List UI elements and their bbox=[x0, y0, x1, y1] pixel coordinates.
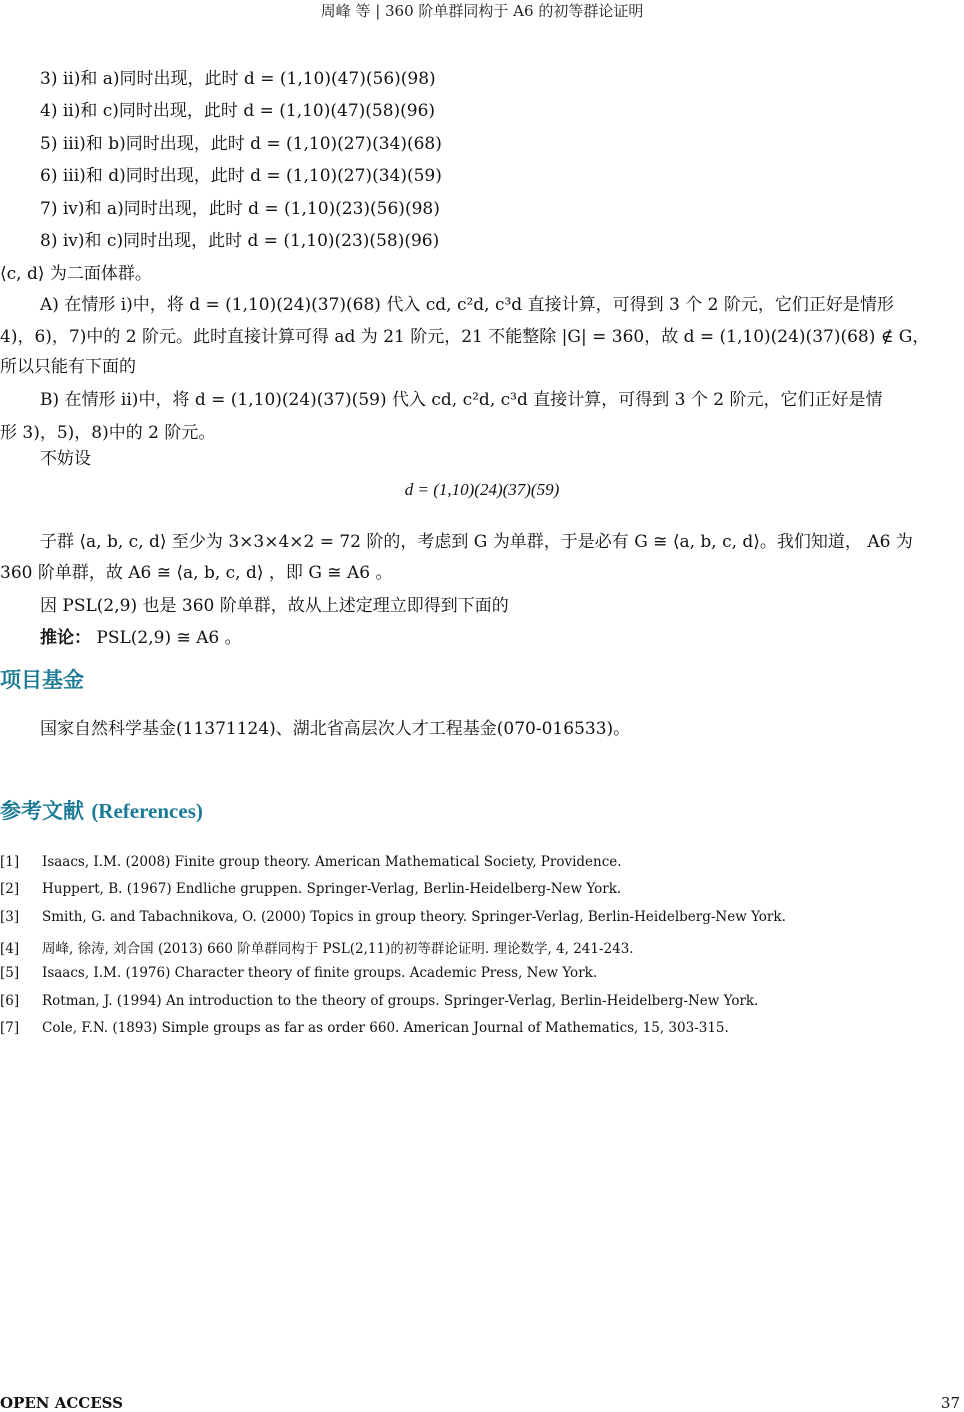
reference-item bbox=[0, 909, 786, 925]
case-4: 4) ii)和 c)同时出现，此时 d = (1,10)(47)(58)(96) bbox=[40, 101, 436, 121]
para-b-line-1: B) 在情形 ii)中，将 d = (1,10)(24)(37)(59) 代入 cd, c²d, c³d 直接计算，可得到 3 个 2 阶元，它们正好是情 bbox=[40, 390, 883, 410]
case-6: 6) iii)和 d)同时出现，此时 d = (1,10)(27)(34)(59) bbox=[40, 166, 442, 186]
references-heading bbox=[0, 795, 203, 825]
reference-item bbox=[0, 937, 634, 957]
reference-item bbox=[0, 881, 621, 897]
para-a-line-3: 所以只能有下面的 bbox=[0, 357, 136, 377]
running-header: 周峰 等 | 360 阶单群同构于 A6 的初等群论证明 bbox=[320, 2, 644, 20]
case-3: 3) ii)和 a)同时出现，此时 d = (1,10)(47)(56)(98) bbox=[40, 69, 436, 89]
reference-item bbox=[0, 1020, 729, 1036]
para-a-line-1: A) 在情形 i)中，将 d = (1,10)(24)(37)(68) 代入 cd, c²d, c³d 直接计算，可得到 3 个 2 阶元，它们正好是情形 bbox=[40, 295, 894, 315]
reference-number: [3] bbox=[0, 909, 20, 925]
display-equation: d = (1,10)(24)(37)(59) bbox=[404, 480, 560, 499]
reference-number: [2] bbox=[0, 881, 20, 897]
corollary bbox=[40, 623, 242, 648]
reference-text: Huppert, B. (1967) Endliche gruppen. Springer-Verlag, Berlin-Heidelberg-New York. bbox=[42, 881, 622, 897]
corollary-text: PSL(2,9) ≅ A6 。 bbox=[96, 628, 242, 648]
page-number: 37 bbox=[940, 1394, 960, 1412]
suppose-text: 不妨设 bbox=[40, 449, 91, 469]
reference-text: Rotman, J. (1994) An introduction to the theory of groups. Springer-Verlag, Berlin-Heidelberg-New York. bbox=[42, 993, 759, 1009]
reference-text: Cole, F.N. (1893) Simple groups as far as order 660. American Journal of Mathematics, 15, 303-315. bbox=[42, 1020, 729, 1036]
dihedral-statement: ⟨c, d⟩ 为二面体群。 bbox=[0, 264, 152, 284]
case-5: 5) iii)和 b)同时出现，此时 d = (1,10)(27)(34)(68) bbox=[40, 134, 442, 154]
funding-text: 国家自然科学基金(11371124)、湖北省高层次人才工程基金(070-016533)。 bbox=[40, 719, 631, 739]
references-title-en: (References) bbox=[91, 799, 203, 823]
reference-number: [1] bbox=[0, 854, 20, 870]
reference-text: Isaacs, I.M. (1976) Character theory of finite groups. Academic Press, New York. bbox=[42, 965, 598, 981]
footer-open-access: OPEN ACCESS bbox=[0, 1394, 123, 1412]
reference-number: [7] bbox=[0, 1020, 20, 1036]
reference-number: [4] bbox=[0, 941, 20, 957]
subgroup-line-2: 360 阶单群，故 A6 ≅ ⟨a, b, c, d⟩ ，即 G ≅ A6 。 bbox=[0, 563, 393, 583]
case-8: 8) iv)和 c)同时出现，此时 d = (1,10)(23)(58)(96) bbox=[40, 231, 440, 251]
case-7: 7) iv)和 a)同时出现，此时 d = (1,10)(23)(56)(98) bbox=[40, 199, 440, 219]
references-title: 参考文献 bbox=[0, 799, 84, 823]
reference-text: Isaacs, I.M. (2008) Finite group theory. American Mathematical Society, Providence. bbox=[42, 854, 622, 870]
para-a-line-2: 4)，6)，7)中的 2 阶元。此时直接计算可得 ad 为 21 阶元，21 不能整除 |G| = 360，故 d = (1,10)(24)(37)(68) ∉ G， bbox=[0, 327, 930, 347]
reference-item bbox=[0, 854, 622, 870]
funding-heading: 项目基金 bbox=[0, 668, 84, 692]
reference-text: Smith, G. and Tabachnikova, O. (2000) Topics in group theory. Springer-Verlag, Berlin-Heidelberg-New York. bbox=[42, 909, 786, 925]
reference-text: 周峰, 徐涛, 刘合国 (2013) 660 阶单群同构于 PSL(2,11)的初等群论证明. 理论数学, 4, 241-243. bbox=[42, 941, 634, 957]
psl-statement: 因 PSL(2,9) 也是 360 阶单群，故从上述定理立即得到下面的 bbox=[40, 596, 509, 616]
subgroup-line-1: 子群 ⟨a, b, c, d⟩ 至少为 3×3×4×2 = 72 阶的，考虑到 G 为单群，于是必有 G ≅ ⟨a, b, c, d⟩。我们知道， A6 为 bbox=[40, 532, 913, 552]
reference-number: [5] bbox=[0, 965, 20, 981]
corollary-label: 推论： bbox=[40, 628, 91, 648]
reference-item bbox=[0, 993, 758, 1009]
reference-number: [6] bbox=[0, 993, 20, 1009]
para-b-line-2: 形 3)，5)，8)中的 2 阶元。 bbox=[0, 423, 216, 443]
reference-item bbox=[0, 965, 597, 981]
